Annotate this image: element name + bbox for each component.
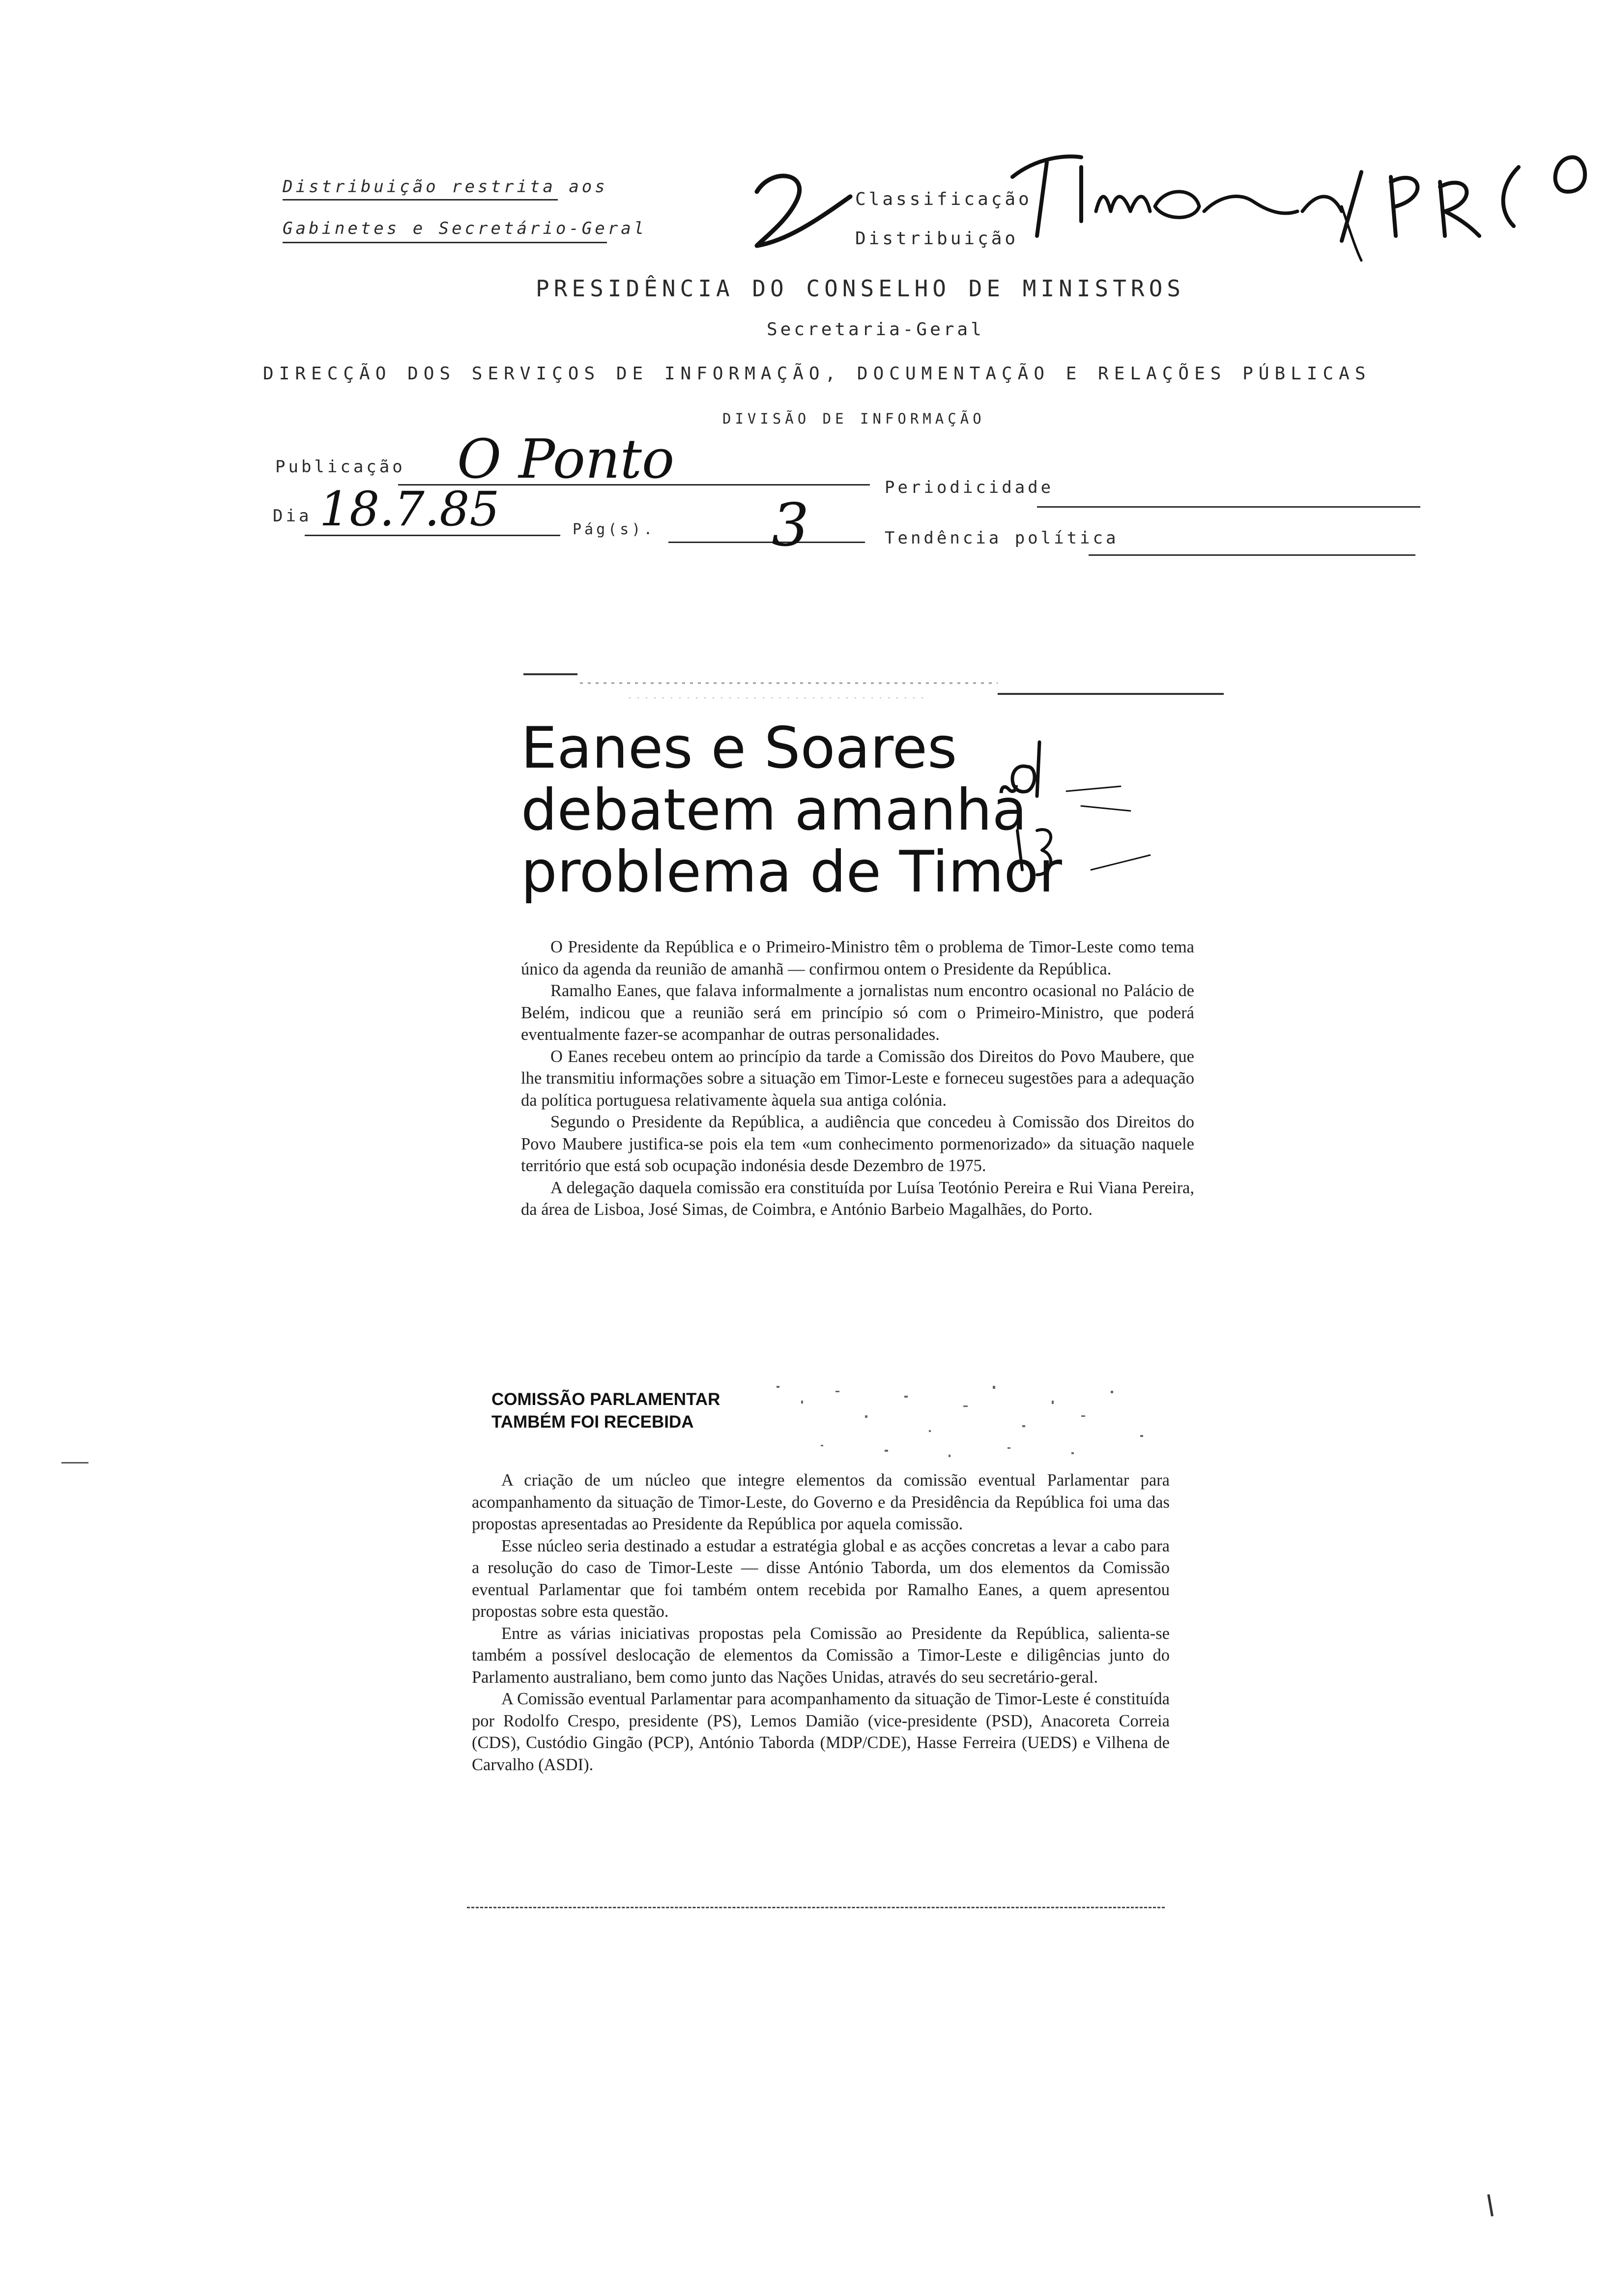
article-paragraph: Ramalho Eanes, que falava informalmente a jornalistas num encontro ocasional no Palácio de Belém, indicou que a reunião será em princípio só com o Primeiro-Ministro, que poderá eventualmente fazer-se acompanhar de outras personalidades.	[521, 981, 1194, 1044]
distribution-restricted-line2: Gabinetes e Secretário-Geral	[283, 219, 647, 238]
article-paragraph: O Eanes recebeu ontem ao princípio da tarde a Comissão dos Direitos do Povo Maubere, que lhe transmitiu informações sobre a situação em Timor-Leste e forneceu sugestões para a adequação da política portuguesa relativamente àquela sua antiga colónia.	[521, 1047, 1194, 1110]
article-paragraph: Segundo o Presidente da República, a audiência que concedeu à Comissão dos Direitos do Povo Maubere justifica-se pois ela tem «um conhecimento pormenorizado» da situação naquele território que está sob ocupação indonésia desde Dezembro de 1975.	[521, 1113, 1194, 1175]
article-subhead	[491, 1388, 720, 1434]
headline-line-2: debatem amanhã	[521, 777, 1027, 843]
distribution-underline-1	[283, 199, 558, 201]
article-headline	[521, 715, 1062, 905]
political-tendency-field-line	[1089, 554, 1415, 556]
secretariat-title: Secretaria-Geral	[767, 319, 984, 340]
day-label: Dia	[273, 506, 312, 526]
distribution-underline-2	[283, 242, 607, 243]
publication-value: O Ponto	[457, 428, 675, 490]
article-body-part-2	[472, 1469, 1170, 1776]
article-paragraph: A Comissão eventual Parlamentar para acompanhamento da situação de Timor-Leste é constituída por Rodolfo Crespo, presidente (PS), Lemos Damião (vice-presidente (PSD), Anacoreta Correia (CDS), Custódio Gingão (PCP), António Taborda (MDP/CDE), Hasse Ferreira (UEDS) e Vilhena de Carvalho (ASDI).	[472, 1690, 1170, 1774]
clipping-scan-noise-mid	[757, 1371, 1189, 1469]
article-paragraph: A delegação daquela comissão era constituída por Luísa Teotónio Pereira e Rui Viana Pereira, da área de Lisboa, José Simas, de Coimbra, e António Barbeio Magalhães, do Porto.	[521, 1178, 1194, 1219]
page-value: 3	[772, 491, 809, 560]
clipping-top-rule-left	[523, 673, 577, 675]
clipping-bottom-rule	[467, 1907, 1165, 1908]
day-value: 18.7.85	[319, 482, 500, 537]
article-paragraph: Esse núcleo seria destinado a estudar a estratégia global e as acções concretas a levar a cabo para a resolução do caso de Timor-Leste — disse António Taborda, um dos elementos da Comissão eventual Parlamentar que foi também ontem recebida por Ramalho Eanes, a quem apresentou propostas sobre esta questão.	[472, 1536, 1170, 1621]
clipping-scan-noise-top	[580, 678, 998, 708]
clipping-top-rule-right	[998, 693, 1224, 695]
institution-title: PRESIDÊNCIA DO CONSELHO DE MINISTROS	[536, 275, 1185, 302]
headline-line-3: problema de Timor	[521, 839, 1062, 905]
classification-label: Classificação	[855, 189, 1032, 209]
division-title: DIVISÃO DE INFORMAÇÃO	[722, 410, 985, 427]
subhead-line-2: TAMBÉM FOI RECEBIDA	[491, 1412, 694, 1432]
page-field-line	[668, 542, 865, 543]
distribution-label: Distribuição	[855, 229, 1019, 249]
scan-mark-left	[61, 1462, 88, 1464]
page-label: Pág(s).	[573, 521, 656, 538]
handwritten-number-2	[737, 167, 855, 256]
distribution-restricted-line1: Distribuição restrita aos	[283, 177, 608, 197]
direction-title: DIRECÇÃO DOS SERVIÇOS DE INFORMAÇÃO, DOCUMENTAÇÃO E RELAÇÕES PÚBLICAS	[263, 364, 1371, 384]
article-paragraph: A criação de um núcleo que integre elementos da comissão eventual Parlamentar para acompanhamento da situação de Timor-Leste, do Governo e da Presidência da República foi uma das propostas apresentadas ao Presidente da República por aquela comissão.	[472, 1471, 1170, 1533]
scan-mark-bottom-right	[1487, 2194, 1494, 2216]
article-paragraph: O Presidente da República e o Primeiro-Ministro têm o problema de Timor-Leste como tema único da agenda da reunião de amanhã — confirmou ontem o Presidente da República.	[521, 938, 1194, 978]
headline-line-1: Eanes e Soares	[521, 715, 957, 781]
article-body-part-1	[521, 936, 1194, 1221]
political-tendency-label: Tendência política	[885, 528, 1119, 548]
publication-label: Publicação	[275, 457, 405, 477]
periodicity-label: Periodicidade	[885, 478, 1054, 497]
handwritten-reference	[1008, 138, 1612, 265]
periodicity-field-line	[1037, 506, 1420, 508]
article-paragraph: Entre as várias iniciativas propostas pela Comissão ao Presidente da República, salienta-se também a possível deslocação de elementos da Comissão a Timor-Leste e diligências junto do Parlamento australiano, bem como junto das Nações Unidas, através do seu secretário-geral.	[472, 1624, 1170, 1687]
subhead-line-1: COMISSÃO PARLAMENTAR	[491, 1390, 720, 1409]
